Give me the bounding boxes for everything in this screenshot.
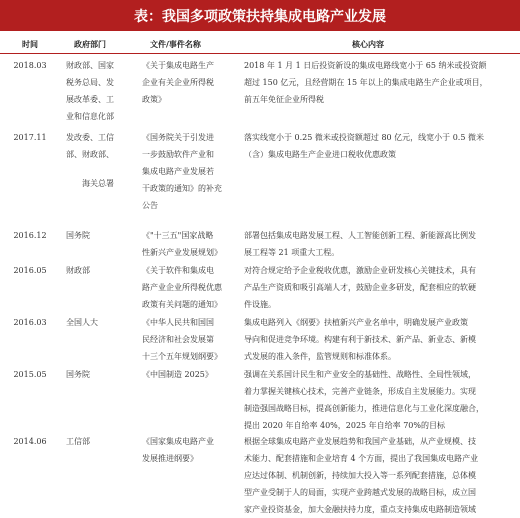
row-core: 2018 年 1 月 1 日后投资新设的集成电路线宽小于 65 纳米或投资额 超过 150 亿元，且经营期在 15 年以上的集成电路生产企业或项目， 前五年免征企业所得税 [244,61,488,104]
row-core: 根据全球集成电路产业发展趋势和我国产业基础，从产业规模、技 术能力、配套措施和企业培育 4 个方面，提出了我国集成电路产业 应达过体制、机制创新，持续加大投入等一系列配套措施，总体模 型产业受制于人的局面，实现产业跨越式发展的战略目标，成立国 家产业投资基金，加大金融扶持力度，重点支持集成电路制造领域 [244,437,479,514]
row-dept: 全国人大 [66,318,98,327]
header-time: 时间 [22,40,38,49]
row-time: 2017.11 [13,133,47,142]
row-dept: 工信部 [66,437,90,446]
row-dept: 国务院 [66,370,90,379]
row-doc: 《关于集成电路生产 企业有关企业所得税 政策》 [142,61,214,104]
row-core: 部署包括集成电路发展工程、人工智能创新工程、新能源高比例发 展工程等 21 项重大工程。 [244,231,476,257]
header-doc: 文件/事件名称 [150,40,201,49]
header-core: 核心内容 [352,40,384,49]
row-core: 对符合规定给予企业税收优惠，激励企业研发核心关键技术，具有 产品生产资质和吸引高端人才，鼓励企业多研发，配套相应的软硬 件设施。 [244,266,476,309]
row-core: 落实线宽小于 0.25 微米或投资额超过 80 亿元，线宽小于 0.5 微米 （含）集成电路生产企业进口税收优惠政策 [244,133,484,159]
row-time: 2015.05 [13,370,47,379]
row-doc: 《中国制造 2025》 [142,370,213,379]
row-doc: 《国家集成电路产业 发展推进纲要》 [142,437,214,463]
row-doc: 《国务院关于引发进 一步鼓励软件产业和 集成电路产业发展若 干政策的通知》的补充 公告 [142,133,222,210]
header-dept: 政府部门 [74,40,106,49]
row-time: 2014.06 [13,437,47,446]
row-time: 2018.03 [13,61,47,70]
row-time: 2016.12 [13,231,47,240]
row-core: 集成电路列入《纲要》扶植新兴产业名单中，明确发展产业政策 导向和促进竞争环境。构建有利于新技术、新产品、新业态、新模 式发展的准入条件，监管规则和标准体系。 [244,318,476,361]
table-title: 表：我国多项政策扶持集成电路产业发展 [0,0,520,31]
row-doc: 《中华人民共和国国 民经济和社会发展第 十三个五年规划纲要》 [142,318,222,361]
policy-table [0,33,520,515]
row-time: 2016.03 [13,318,47,327]
row-dept: 发改委、工信 部、财政部、 [66,133,114,159]
row-dept: 财政部 [66,266,90,275]
row-dept: 财政部、国家 税务总局、发 展改革委、工 业和信息化部 [66,61,114,121]
row-time: 2016.05 [13,266,47,275]
row-core: 强调在关系国计民生和产业安全的基础性、战略性、全局性领域， 着力掌握关键核心技术，完善产业链条，形成自主发展能力。实现 制造强国战略目标，提高创新能力，推进信息化与工业化深度融合， 提出 2020 年自给率 40%，2025 年自给率 70%的目标 [244,370,484,430]
row-doc: 《关于软件和集成电 路产业企业所得税优惠 政策有关问题的通知》 [142,266,222,309]
row-doc: 《"十三五"国家战略 性新兴产业发展规划》 [142,231,222,257]
row-dept-continued: 海关总署 [82,179,114,188]
row-dept: 国务院 [66,231,90,240]
table-header-row [0,33,520,54]
